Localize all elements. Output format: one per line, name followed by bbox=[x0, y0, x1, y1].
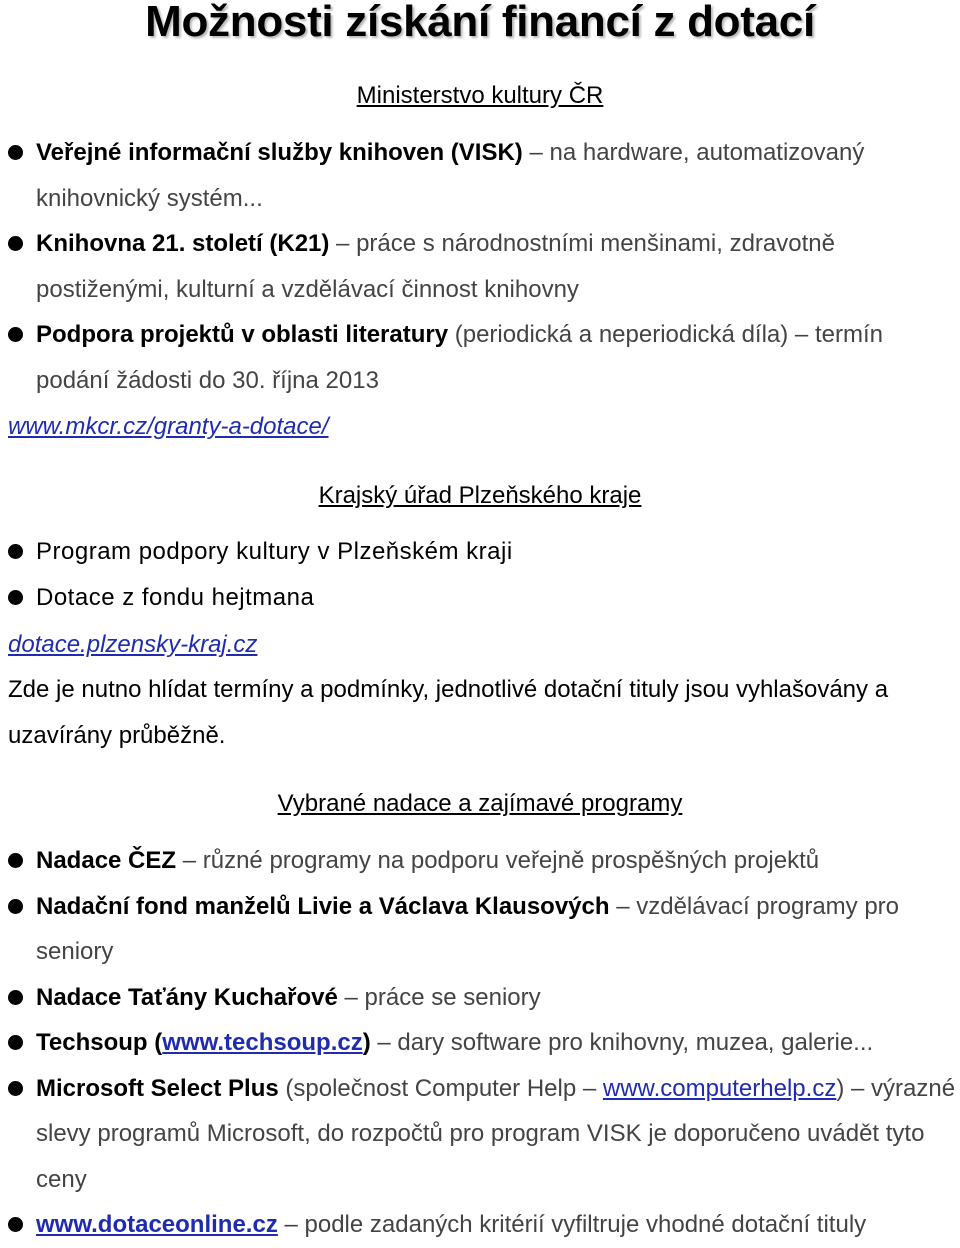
item-title: Knihovna 21. století (K21) bbox=[36, 230, 330, 257]
item-title: Podpora projektů v oblasti literatury bbox=[36, 321, 449, 348]
foundations-list bbox=[8, 838, 960, 1248]
item-text: – práce s národnostními menšinami, zdravotně postiženými, kulturní a vzdělávací činnost knihovny bbox=[36, 230, 835, 303]
item-title: Nadační fond manželů Livie a Václava Klausových bbox=[36, 892, 610, 920]
item-title: Microsoft Select Plus bbox=[36, 1074, 279, 1102]
section-heading-foundations: Vybrané nadace a zajímavé programy bbox=[277, 790, 683, 817]
item-title: Nadace Taťány Kuchařové bbox=[36, 983, 338, 1011]
list-item bbox=[8, 529, 960, 575]
item-text: – vzdělávací programy pro seniory bbox=[36, 892, 900, 965]
item-title-pre: Techsoup ( bbox=[36, 1029, 163, 1056]
item-text: Dotace z fondu hejtmana bbox=[36, 583, 315, 611]
item-text: – dary software pro knihovny, muzea, galerie... bbox=[370, 1029, 874, 1056]
list-item bbox=[8, 221, 960, 312]
bullet-icon bbox=[8, 1035, 23, 1050]
region-note: Zde je nutno hlídat termíny a podmínky, jednotlivé dotační tituly jsou vyhlašovány a uzavírány průběžně. bbox=[8, 676, 889, 749]
bullet-icon bbox=[8, 327, 23, 342]
item-title: Nadace ČEZ bbox=[36, 847, 177, 874]
bullet-icon bbox=[8, 1081, 23, 1096]
list-item bbox=[8, 312, 960, 403]
bullet-icon bbox=[8, 1217, 23, 1232]
item-text: (periodická a neperiodická díla) – termín podání žádosti do 30. října 2013 bbox=[36, 321, 883, 394]
bullet-icon bbox=[8, 590, 23, 605]
item-text: – práce se seniory bbox=[337, 983, 541, 1011]
mkcr-link-line bbox=[8, 404, 329, 450]
item-text: Program podpory kultury v Plzeňském kraji bbox=[36, 538, 513, 565]
list-item bbox=[8, 575, 960, 621]
techsoup-link[interactable]: www.techsoup.cz bbox=[162, 1029, 363, 1056]
bullet-icon bbox=[8, 145, 23, 160]
list-item bbox=[8, 1066, 960, 1203]
bullet-icon bbox=[8, 236, 23, 251]
section-heading-region: Krajský úřad Plzeňského kraje bbox=[318, 482, 642, 509]
bullet-icon bbox=[8, 853, 23, 868]
section-heading-ministry: Ministerstvo kultury ČR bbox=[356, 82, 604, 109]
bullet-icon bbox=[8, 899, 23, 914]
region-link-line bbox=[8, 622, 257, 668]
item-text: – na hardware, automatizovaný knihovnický systém... bbox=[36, 139, 865, 212]
dotaceonline-link[interactable]: www.dotaceonline.cz bbox=[36, 1211, 278, 1238]
region-link[interactable]: dotace.plzensky-kraj.cz bbox=[8, 631, 258, 658]
list-item bbox=[8, 975, 960, 1021]
list-item bbox=[8, 1202, 960, 1248]
item-text: ) – výrazné slevy programů Microsoft, do rozpočtů pro program VISK je doporučeno uvádět tyto ceny bbox=[36, 1074, 956, 1193]
item-text: – podle zadaných kritérií vyfiltruje vhodné dotační tituly bbox=[277, 1211, 867, 1238]
list-item bbox=[8, 884, 960, 975]
item-text: – různé programy na podporu veřejně prospěšných projektů bbox=[176, 847, 820, 874]
mkcr-link[interactable]: www.mkcr.cz/granty-a-dotace/ bbox=[8, 413, 329, 440]
bullet-icon bbox=[8, 544, 23, 559]
region-list bbox=[8, 529, 960, 620]
item-text-pre: (společnost Computer Help – bbox=[278, 1074, 603, 1102]
list-item bbox=[8, 838, 960, 884]
list-item bbox=[8, 1020, 960, 1066]
list-item bbox=[8, 130, 960, 221]
bullet-icon bbox=[8, 990, 23, 1005]
page-title: Možnosti získání financí z dotací bbox=[145, 0, 815, 46]
ministry-list bbox=[8, 130, 960, 403]
computerhelp-link[interactable]: www.computerhelp.cz bbox=[602, 1074, 837, 1102]
item-title: Veřejné informační služby knihoven (VISK) bbox=[36, 139, 523, 166]
item-title-post: ) bbox=[362, 1029, 371, 1056]
